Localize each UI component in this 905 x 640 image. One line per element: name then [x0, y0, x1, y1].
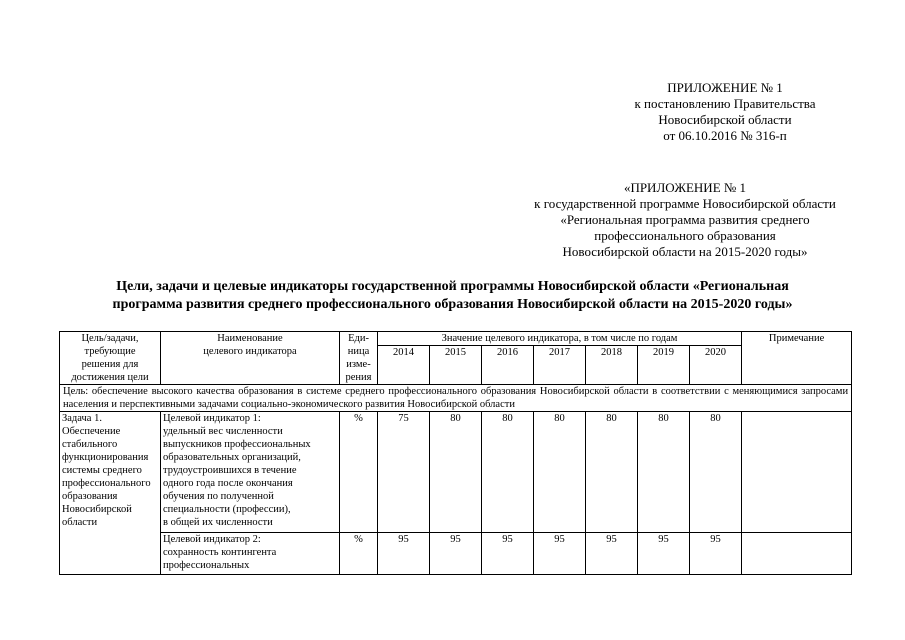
appendix-2-line: Новосибирской области на 2015-2020 годы»: [562, 244, 808, 259]
appendix-1-line: к постановлению Правительства: [634, 96, 816, 111]
appendix-2-line: «Региональная программа развития среднего: [560, 212, 810, 227]
header-year: 2015: [430, 346, 482, 385]
unit-cell: %: [340, 412, 378, 533]
appendix-2-line: к государственной программе Новосибирской области: [534, 196, 836, 211]
value-cell: 95: [378, 533, 430, 575]
value-cell: 95: [482, 533, 534, 575]
value-cell: 80: [482, 412, 534, 533]
unit-cell: %: [340, 533, 378, 575]
value-cell: 80: [690, 412, 742, 533]
value-cell: 80: [534, 412, 586, 533]
value-cell: 80: [638, 412, 690, 533]
appendix-2-line: «ПРИЛОЖЕНИЕ № 1: [623, 180, 747, 195]
appendix-1-line: от 06.10.2016 № 316-п: [663, 128, 787, 143]
value-cell: 95: [690, 533, 742, 575]
appendix-1-line: ПРИЛОЖЕНИЕ № 1: [667, 80, 783, 95]
header-unit: Еди- ница изме- рения: [340, 332, 378, 385]
header-year: 2017: [534, 346, 586, 385]
header-year: 2018: [586, 346, 638, 385]
value-cell: 95: [638, 533, 690, 575]
title-line-1: Цели, задачи и целевые индикаторы государственной программы Новосибирской области «Региональная: [116, 279, 789, 294]
title-line-2: программа развития среднего профессионального образования Новосибирской области на 2015-2020 годы»: [112, 297, 793, 312]
indicator-cell: Целевой индикатор 2: сохранность контингента профессиональных: [161, 533, 340, 575]
appendix-1-line: Новосибирской области: [658, 112, 792, 127]
document-title: [40, 278, 865, 314]
header-year: 2014: [378, 346, 430, 385]
indicator-cell: Целевой индикатор 1: удельный вес численности выпускников профессиональных образовательных организаций, трудоустроившихся в течение одного года после окончания обучения по полученной специальности (профессии), в общей их численности: [161, 412, 340, 533]
header-year: 2016: [482, 346, 534, 385]
task-cell: Задача 1. Обеспечение стабильного функционирования системы среднего профессионального образования Новосибирской области: [60, 412, 161, 575]
header-indicator: Наименование целевого индикатора: [161, 332, 340, 385]
appendix-2-line: профессионального образования: [594, 228, 776, 243]
value-cell: 95: [534, 533, 586, 575]
value-cell: 75: [378, 412, 430, 533]
note-cell: [742, 533, 852, 575]
header-values-group: Значение целевого индикатора, в том числе по годам: [378, 332, 742, 346]
header-note: Примечание: [742, 332, 852, 385]
value-cell: 95: [430, 533, 482, 575]
goal-row: Цель: обеспечение высокого качества образования в системе среднего профессионального образования Новосибирской области в соответствии с меняющимися запросами населения и перспективными задачами социально-экономического развития Новосибирской области: [60, 385, 852, 412]
header-year: 2020: [690, 346, 742, 385]
note-cell: [742, 412, 852, 533]
appendix-1-header: [560, 80, 890, 144]
value-cell: 95: [586, 533, 638, 575]
header-goal: Цель/задачи, требующие решения для достижения цели: [60, 332, 161, 385]
header-year: 2019: [638, 346, 690, 385]
indicators-table: [59, 331, 852, 575]
value-cell: 80: [430, 412, 482, 533]
value-cell: 80: [586, 412, 638, 533]
appendix-2-header: [480, 180, 890, 260]
